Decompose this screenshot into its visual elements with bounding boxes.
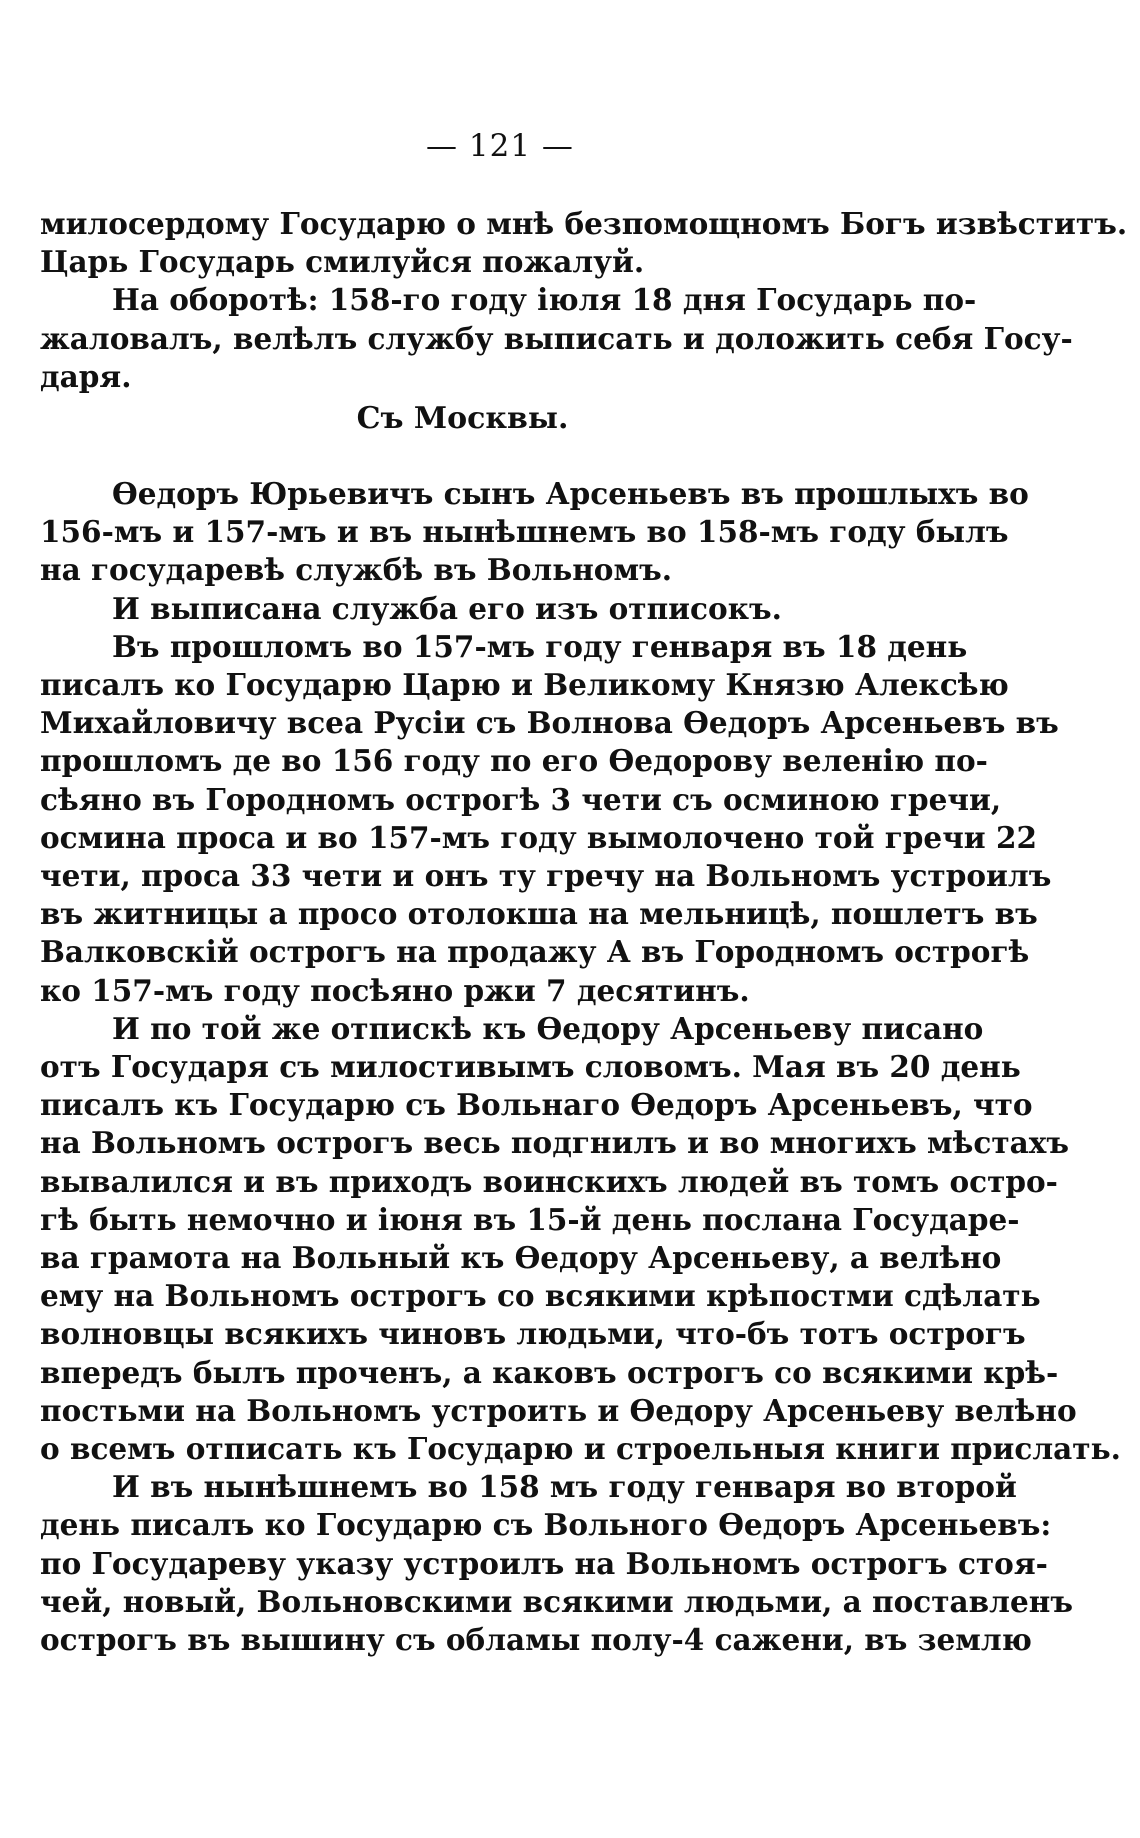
text-line: 156-мъ и 157-мъ и въ нынѣшнемъ во 158-мъ году былъ xyxy=(40,514,1009,550)
text-line: отъ Государя съ милостивымъ словомъ. Мая въ 20 день xyxy=(40,1049,1021,1085)
text-line: Михайловичу всеа Русіи съ Волнова Ѳедоръ Арсеньевъ въ xyxy=(40,705,1059,741)
text-line: впередъ былъ проченъ, а каковъ острогъ со всякими крѣ- xyxy=(40,1354,1059,1390)
text-line: чети, проса 33 чети и онъ ту гречу на Вольномъ устроилъ xyxy=(40,858,1052,894)
text-line: въ житницы а просо отолокша на мельницѣ, пошлетъ въ xyxy=(40,896,1038,932)
top-text-block xyxy=(40,205,1128,438)
text-line: Ѳедоръ Юрьевичъ сынъ Арсеньевъ въ прошлыхъ во xyxy=(112,476,1029,511)
text-line: гѣ быть немочно и іюня въ 15-й день послана Государе- xyxy=(40,1201,1020,1237)
text-line: на Вольномъ острогъ весь подгнилъ и во многихъ мѣстахъ xyxy=(40,1125,1069,1161)
section-heading: Съ Москвы. xyxy=(356,401,569,437)
text-line: На оборотѣ: 158-го году іюля 18 дня Государь по- xyxy=(112,282,977,318)
text-line: на государевѣ службѣ въ Вольномъ. xyxy=(40,552,673,588)
main-text-block xyxy=(40,475,1121,1659)
text-line: осмина проса и во 157-мъ году вымолочено той гречи 22 xyxy=(40,819,1037,855)
text-line: сѣяно въ Городномъ острогѣ 3 чети съ осминою гречи, xyxy=(40,781,1002,817)
text-line: писалъ къ Государю съ Вольнаго Ѳедоръ Арсеньевъ, что xyxy=(40,1087,1033,1123)
text-line: И въ нынѣшнемъ во 158 мъ году генваря во второй xyxy=(112,1469,1017,1505)
text-line: вывалился и въ приходъ воинскихъ людей въ томъ остро- xyxy=(40,1163,1058,1199)
text-line: И выписана служба его изъ отписокъ. xyxy=(112,590,782,626)
text-line: прошломъ де во 156 году по его Ѳедорову веленію по- xyxy=(40,743,988,779)
text-line: по Государеву указу устроилъ на Вольномъ острогъ стоя- xyxy=(40,1545,1048,1581)
text-line: острогъ въ вышину съ обламы полу-4 сажени, въ землю xyxy=(40,1622,1032,1658)
text-line: жаловалъ, велѣлъ службу выписать и доложить себя Госу- xyxy=(40,320,1073,356)
text-line: Валковскій острогъ на продажу А въ Городномъ острогѣ xyxy=(40,934,1030,970)
text-line: И по той же отпискѣ къ Ѳедору Арсеньеву писано xyxy=(112,1010,984,1046)
page-number: — 121 — xyxy=(426,128,574,164)
text-line: Въ прошломъ во 157-мъ году генваря въ 18 день xyxy=(112,628,968,664)
text-line: день писалъ ко Государю съ Вольного Ѳедоръ Арсеньевъ: xyxy=(40,1507,1052,1543)
text-line: чей, новый, Вольновскими всякими людьми, а поставленъ xyxy=(40,1583,1073,1619)
text-line: ему на Вольномъ острогъ со всякими крѣпостми сдѣлать xyxy=(40,1278,1041,1314)
text-line: Царь Государь смилуйся пожалуй. xyxy=(40,244,645,280)
text-line: писалъ ко Государю Царю и Великому Князю Алексѣю xyxy=(40,667,1009,703)
text-line: волновцы всякихъ чиновъ людьми, что-бъ тотъ острогъ xyxy=(40,1316,1026,1352)
text-line: постьми на Вольномъ устроить и Ѳедору Арсеньеву велѣно xyxy=(40,1392,1077,1428)
text-line: даря. xyxy=(40,358,132,394)
text-line: ва грамота на Вольный къ Ѳедору Арсеньеву, а велѣно xyxy=(40,1240,1002,1276)
text-line: милосердому Государю о мнѣ безпомощномъ Богъ извѣститъ. xyxy=(40,206,1128,241)
text-line: о всемъ отписать къ Государю и строельныя книги прислать. xyxy=(40,1431,1121,1467)
text-line: ко 157-мъ году посѣяно ржи 7 десятинъ. xyxy=(40,972,750,1008)
